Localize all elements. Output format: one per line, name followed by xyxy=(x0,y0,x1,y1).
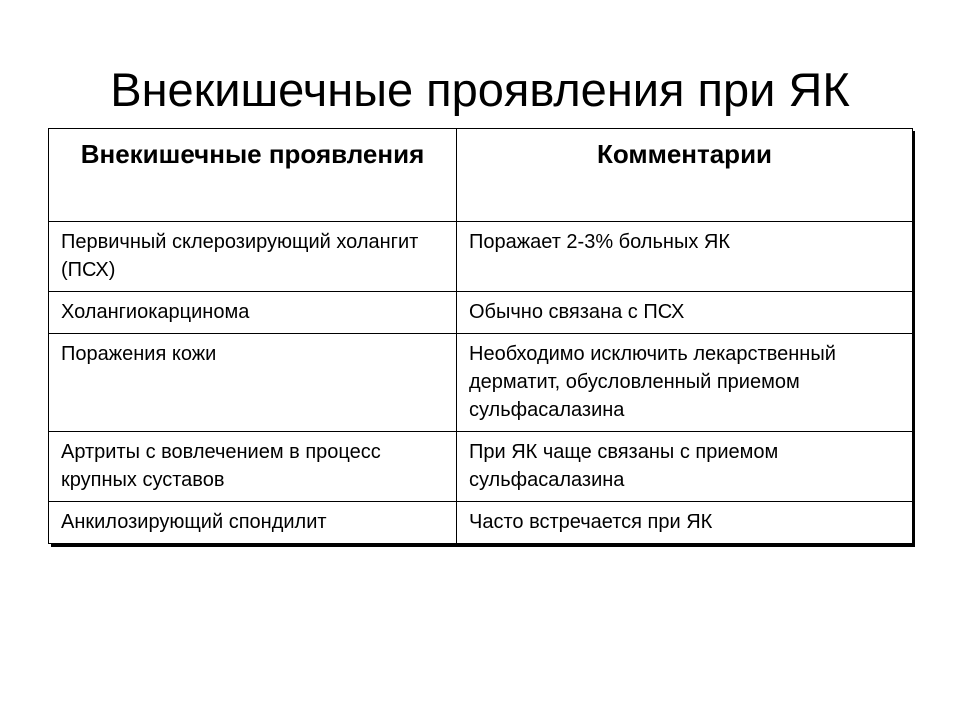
comment-cell: При ЯК чаще связаны с приемом сульфасалазина xyxy=(457,432,913,502)
slide-title: Внекишечные проявления при ЯК xyxy=(110,63,850,116)
comment-cell: Необходимо исключить лекарственный дерматит, обусловленный приемом сульфасалазина xyxy=(457,334,913,432)
table-row xyxy=(49,432,913,502)
manifestation-cell: Поражения кожи xyxy=(49,334,457,432)
manifestation-cell: Анкилозирующий спондилит xyxy=(49,502,457,544)
comment-cell: Поражает 2-3% больных ЯК xyxy=(457,222,913,292)
table-row xyxy=(49,222,913,292)
table-row xyxy=(49,292,913,334)
table-header-row xyxy=(49,129,913,222)
header-comments: Комментарии xyxy=(457,129,913,222)
comment-cell: Обычно связана с ПСХ xyxy=(457,292,913,334)
manifestations-table xyxy=(48,128,913,544)
table-row xyxy=(49,502,913,544)
table-row xyxy=(49,334,913,432)
manifestations-table-container xyxy=(48,128,912,544)
manifestation-cell: Холангиокарцинома xyxy=(49,292,457,334)
header-manifestations: Внекишечные проявления xyxy=(49,129,457,222)
comment-cell: Часто встречается при ЯК xyxy=(457,502,913,544)
manifestation-cell: Первичный склерозирующий холангит (ПСХ) xyxy=(49,222,457,292)
manifestation-cell: Артриты с вовлечением в процесс крупных суставов xyxy=(49,432,457,502)
